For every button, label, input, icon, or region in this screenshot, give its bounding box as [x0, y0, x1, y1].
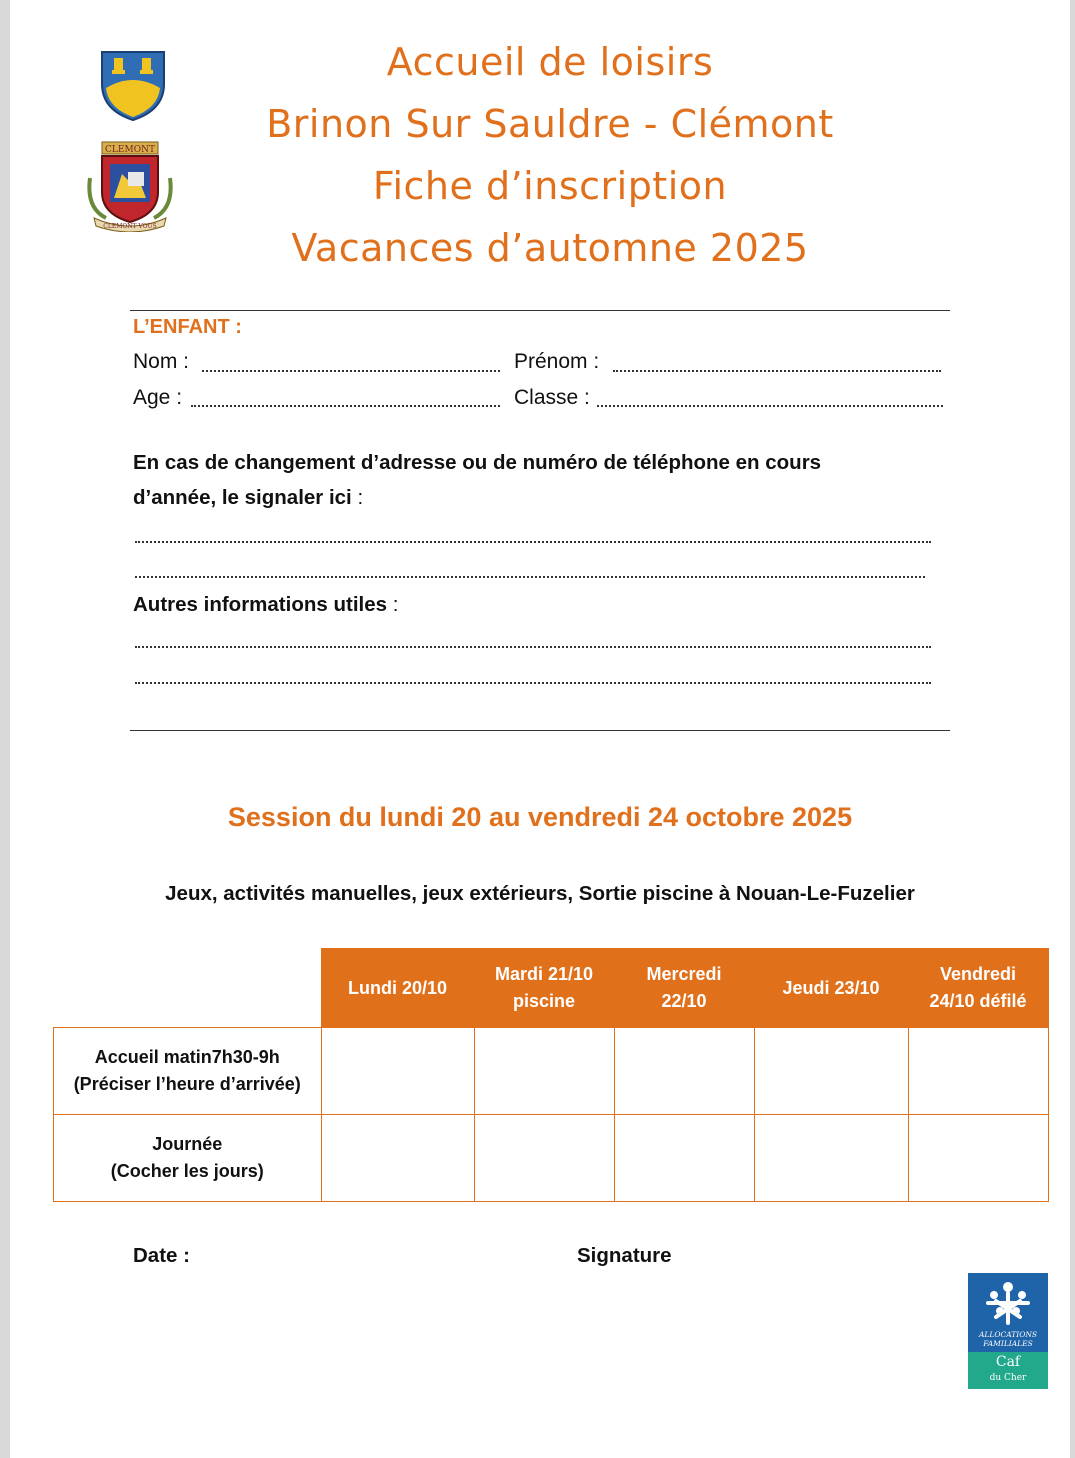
column-header-thursday-line1: Jeudi 23/10	[782, 977, 880, 998]
prenom-label: Prénom :	[514, 350, 600, 373]
nom-label: Nom :	[133, 350, 190, 373]
row-label-journee-line2: (Cocher les jours)	[110, 1161, 264, 1181]
caf-line2: FAMILIALES	[983, 1339, 1033, 1348]
caf-family-icon	[982, 1277, 1034, 1329]
change-label-line2	[133, 486, 363, 510]
divider-top	[130, 310, 950, 311]
column-header-tuesday	[474, 949, 614, 1028]
change-label-line2-tail: :	[351, 486, 364, 509]
other-info-field-line2[interactable]	[135, 682, 931, 684]
schedule-row-accueil	[54, 1028, 1049, 1115]
classe-label: Classe :	[514, 386, 590, 409]
change-label-line2-bold: d’année, le signaler ici	[133, 486, 352, 509]
prenom-field[interactable]	[613, 370, 941, 372]
session-title: Session du lundi 20 au vendredi 24 octobre 2025	[227, 802, 853, 832]
column-header-thursday	[754, 949, 908, 1028]
column-header-friday-line1: Vendredi	[939, 964, 1017, 984]
classe-field[interactable]	[597, 405, 943, 407]
accueil-friday-cell[interactable]	[908, 1028, 1048, 1115]
change-field-line1[interactable]	[135, 541, 931, 543]
session-activities: Jeux, activités manuelles, jeux extérieurs, Sortie piscine à Nouan-Le-Fuzelier	[165, 882, 915, 905]
title-line-2: Brinon Sur Sauldre - Clémont	[266, 102, 834, 146]
caf-green-band	[968, 1352, 1048, 1389]
journee-friday-cell[interactable]	[908, 1115, 1048, 1202]
child-section-title: L’ENFANT :	[133, 316, 242, 338]
other-info-field-line1[interactable]	[135, 646, 931, 648]
row-label-accueil	[54, 1028, 322, 1115]
caf-line1: ALLOCATIONS	[978, 1330, 1038, 1339]
caf-allocations-text	[968, 1330, 1048, 1348]
column-header-friday	[908, 949, 1048, 1028]
date-label: Date :	[133, 1244, 190, 1267]
title-line-3: Fiche d’inscription	[372, 164, 728, 208]
column-header-tuesday-line1: Mardi 21/10	[494, 964, 594, 984]
other-info-label-tail: :	[387, 593, 399, 616]
crest-banner-text: CLEMONT	[105, 145, 155, 155]
other-info-label	[133, 593, 398, 617]
row-label-journee-line1: Journée	[152, 1134, 223, 1154]
schedule-table	[53, 948, 1049, 1202]
column-header-wednesday-line2: 22/10	[661, 991, 707, 1011]
column-header-monday	[321, 949, 474, 1028]
column-header-wednesday	[614, 949, 754, 1028]
column-header-monday-line1: Lundi 20/10	[347, 977, 448, 998]
accueil-wednesday-cell[interactable]	[614, 1028, 754, 1115]
schedule-corner-cell	[54, 949, 322, 1028]
title-line-1: Accueil de loisirs	[386, 40, 714, 84]
signature-label: Signature	[577, 1244, 672, 1267]
title-line-4: Vacances d’automne 2025	[291, 226, 809, 270]
journee-tuesday-cell[interactable]	[474, 1115, 614, 1202]
divider-bottom	[130, 730, 950, 731]
caf-region: du Cher	[989, 1373, 1027, 1383]
nom-field[interactable]	[202, 370, 500, 372]
age-label: Age :	[133, 386, 183, 409]
accueil-monday-cell[interactable]	[321, 1028, 474, 1115]
row-label-journee	[54, 1115, 322, 1202]
brinon-coat-of-arms-icon	[100, 50, 166, 122]
document-page	[10, 0, 1070, 1458]
column-header-tuesday-line2: piscine	[512, 991, 576, 1011]
row-label-accueil-line2: (Préciser l’heure d’arrivée)	[73, 1074, 301, 1094]
accueil-tuesday-cell[interactable]	[474, 1028, 614, 1115]
caf-logo	[968, 1273, 1048, 1389]
column-header-friday-line2: 24/10 défilé	[929, 991, 1027, 1011]
change-label-line1: En cas de changement d’adresse ou de numéro de téléphone en cours	[133, 451, 822, 474]
change-field-line2[interactable]	[135, 576, 925, 578]
caf-word: Caf	[995, 1354, 1021, 1370]
accueil-thursday-cell[interactable]	[754, 1028, 908, 1115]
row-label-accueil-line1: Accueil matin7h30-9h	[94, 1047, 280, 1067]
journee-monday-cell[interactable]	[321, 1115, 474, 1202]
crest-motto-text: CLEMONT VOUS	[103, 223, 157, 230]
journee-wednesday-cell[interactable]	[614, 1115, 754, 1202]
age-field[interactable]	[191, 405, 500, 407]
journee-thursday-cell[interactable]	[754, 1115, 908, 1202]
column-header-wednesday-line1: Mercredi	[646, 964, 722, 984]
other-info-label-bold: Autres informations utiles	[133, 593, 388, 616]
schedule-header-row	[54, 949, 1049, 1028]
schedule-row-journee	[54, 1115, 1049, 1202]
